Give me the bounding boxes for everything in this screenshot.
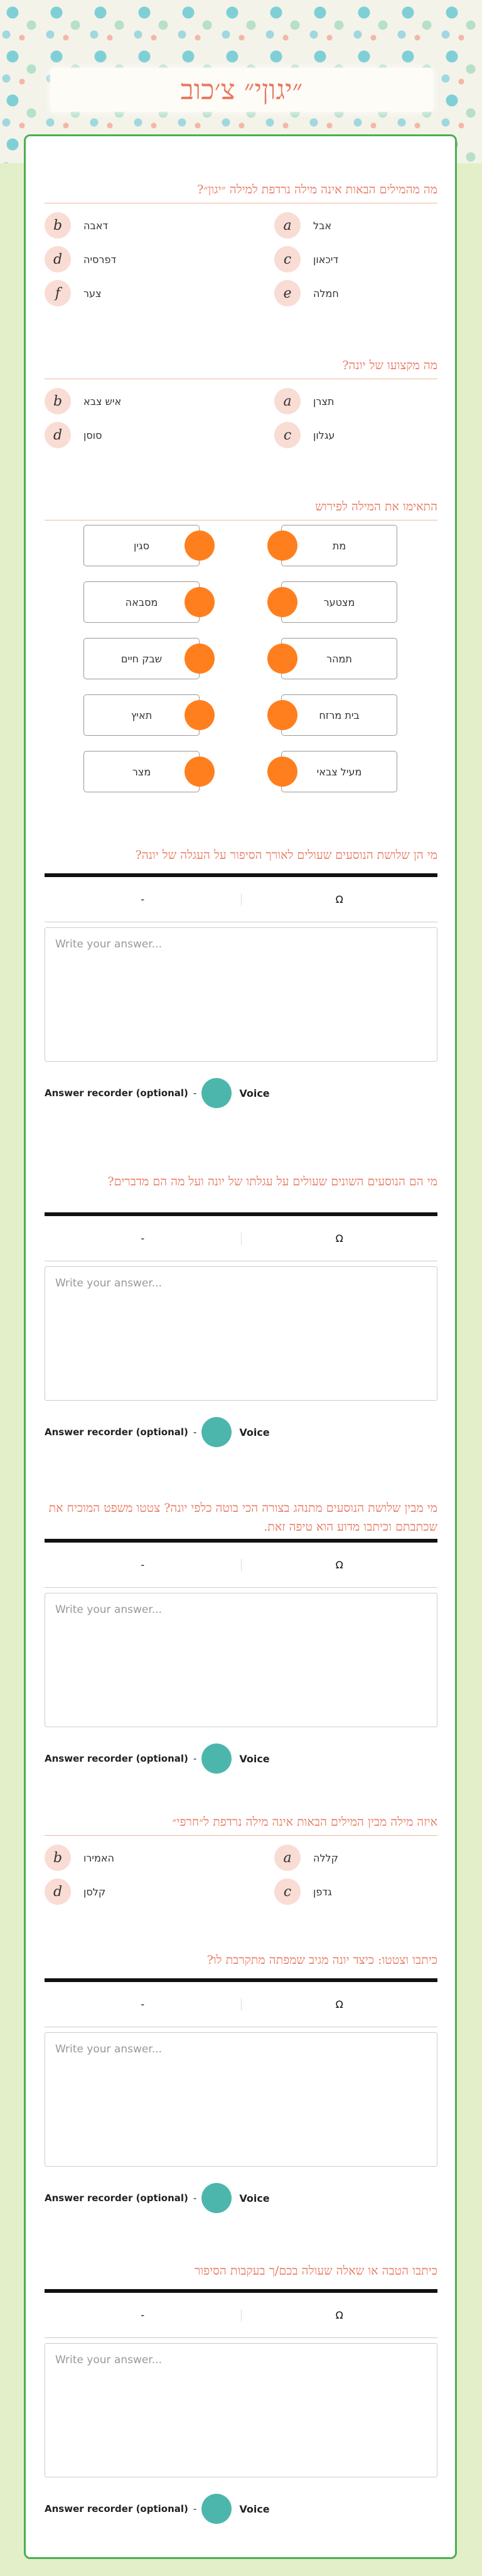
question-9 xyxy=(45,2261,437,2538)
option-c[interactable]: c דיכאון xyxy=(274,246,437,272)
option-c[interactable]: c עגלון xyxy=(274,422,437,448)
answer-editor xyxy=(45,2289,437,2524)
answer-editor xyxy=(45,1978,437,2213)
answer-recorder: Answer recorder (optional) - Voice xyxy=(45,1078,437,1108)
match-left-5[interactable]: מצר xyxy=(83,751,200,792)
match-handle-right-2[interactable] xyxy=(267,587,297,617)
editor-toolbar xyxy=(45,1978,437,2027)
option-e[interactable]: e חמלה xyxy=(274,280,437,306)
match-right-4[interactable]: בית מרזח xyxy=(281,694,397,736)
match-right-2[interactable]: מצטער xyxy=(281,581,397,623)
editor-toolbar xyxy=(45,873,437,922)
match-handle-left-4[interactable] xyxy=(185,700,215,730)
answer-editor xyxy=(45,1539,437,1774)
question-1 xyxy=(45,180,437,313)
toolbar-dash-button[interactable]: - xyxy=(141,1558,145,1571)
question-4 xyxy=(45,846,437,1122)
answer-input[interactable]: Write your answer... xyxy=(45,1266,437,1401)
answer-recorder: Answer recorder (optional) - Voice xyxy=(45,2494,437,2524)
answer-editor xyxy=(45,1212,437,1447)
match-right-5[interactable]: מעיל צבאי xyxy=(281,751,397,792)
match-right-1[interactable]: מת xyxy=(281,525,397,566)
match-left-1[interactable]: סגין xyxy=(83,525,200,566)
question-3-title: התאימו את המילה לפירוש xyxy=(45,497,437,520)
match-handle-left-3[interactable] xyxy=(185,644,215,674)
option-f[interactable]: f צער xyxy=(45,280,208,306)
match-left-4[interactable]: תאיץ xyxy=(83,694,200,736)
toolbar-dash-button[interactable]: - xyxy=(141,893,145,905)
toolbar-dash-button[interactable]: - xyxy=(141,1998,145,2010)
match-handle-left-1[interactable] xyxy=(185,531,215,561)
record-voice-button[interactable] xyxy=(201,1417,232,1447)
worksheet xyxy=(24,134,457,2559)
option-d[interactable]: d קלסן xyxy=(45,1878,208,1905)
match-left-2[interactable]: מסבאה xyxy=(83,581,200,623)
toolbar-dash-button[interactable]: - xyxy=(141,1232,145,1244)
toolbar-omega-button[interactable]: Ω xyxy=(241,893,438,906)
match-handle-right-5[interactable] xyxy=(267,757,297,787)
match-handle-right-4[interactable] xyxy=(267,700,297,730)
record-voice-button[interactable] xyxy=(201,1743,232,1774)
option-b[interactable]: b איש צבא xyxy=(45,388,208,414)
match-left-3[interactable]: שבק חיים xyxy=(83,638,200,679)
option-c[interactable]: c גדפן xyxy=(274,1878,437,1905)
toolbar-dash-button[interactable]: - xyxy=(141,2309,145,2321)
question-5 xyxy=(45,1172,437,1448)
editor-toolbar xyxy=(45,1212,437,1261)
question-5-title: מי הם הנוסעים השונים שעולים על עגלתו של יונה ועל מה הם מדברים? xyxy=(107,1175,437,1188)
answer-input[interactable]: Write your answer... xyxy=(45,1593,437,1727)
match-handle-left-5[interactable] xyxy=(185,757,215,787)
question-7-title: איזה מילה מבין המילים הבאות אינה מילה נרדפת ל״חרפי״ xyxy=(45,1813,437,1836)
question-7-options xyxy=(45,1845,437,1914)
question-1-title: מה מהמילים הבאות אינה מילה נרדפת למילה ״יגון״? xyxy=(45,180,437,203)
option-a[interactable]: a תצרן xyxy=(274,388,437,414)
question-3 xyxy=(45,497,437,799)
editor-toolbar xyxy=(45,1539,437,1588)
toolbar-omega-button[interactable]: Ω xyxy=(241,1998,438,2011)
question-6-title: מי מבין שלושת הנוסעים מתנהג בצורה הכי בוטה כלפי יונה? צטטו משפט המוכיח את שכתבתם וכיתבו מדוע הוא טיפה זאת. xyxy=(48,1501,437,1534)
option-a[interactable]: a קללה xyxy=(274,1845,437,1871)
question-2-options xyxy=(45,388,437,457)
question-1-options xyxy=(45,212,437,313)
page-title: ״יגוןי״ צ׳כוב xyxy=(180,73,303,106)
record-voice-button[interactable] xyxy=(201,2494,232,2524)
record-voice-button[interactable] xyxy=(201,2183,232,2213)
answer-recorder: Answer recorder (optional) - Voice xyxy=(45,1743,437,1774)
match-right-3[interactable]: תמהר xyxy=(281,638,397,679)
record-voice-button[interactable] xyxy=(201,1078,232,1108)
question-6 xyxy=(45,1499,437,1775)
option-d[interactable]: d סוסן xyxy=(45,422,208,448)
toolbar-omega-button[interactable]: Ω xyxy=(241,2309,438,2322)
answer-input[interactable]: Write your answer... xyxy=(45,2343,437,2477)
question-9-title: כיתבו הטבה או שאלה שעולה בכם/ך בעקבות הסיפור xyxy=(194,2264,437,2278)
match-handle-left-2[interactable] xyxy=(185,587,215,617)
option-d[interactable]: d דפרסיה xyxy=(45,246,208,272)
match-handle-right-1[interactable] xyxy=(267,531,297,561)
match-handle-right-3[interactable] xyxy=(267,644,297,674)
answer-input[interactable]: Write your answer... xyxy=(45,927,437,1062)
question-2-title: מה מקצועו של יונה? xyxy=(45,356,437,379)
question-8-title: כיתבו וצטטו: כיצד יונה מגיב שמפתה מתקרבת לו? xyxy=(206,1953,437,1967)
answer-recorder: Answer recorder (optional) - Voice xyxy=(45,2183,437,2213)
answer-input[interactable]: Write your answer... xyxy=(45,2032,437,2167)
option-b[interactable]: b דאבה xyxy=(45,212,208,239)
answer-editor xyxy=(45,873,437,1108)
option-a[interactable]: a אבל xyxy=(274,212,437,239)
question-4-title: מי הן שלושת הנוסעים שעולים לאורך הסיפור על העגלה של יונה? xyxy=(135,848,437,862)
question-8 xyxy=(45,1951,437,2227)
title-banner xyxy=(50,68,433,112)
option-b[interactable]: b האמירו xyxy=(45,1845,208,1871)
matching-area xyxy=(45,525,437,801)
toolbar-omega-button[interactable]: Ω xyxy=(241,1232,438,1245)
toolbar-omega-button[interactable]: Ω xyxy=(241,1559,438,1571)
question-2 xyxy=(45,356,437,457)
editor-toolbar xyxy=(45,2289,437,2338)
answer-recorder: Answer recorder (optional) - Voice xyxy=(45,1417,437,1447)
question-7 xyxy=(45,1813,437,1914)
